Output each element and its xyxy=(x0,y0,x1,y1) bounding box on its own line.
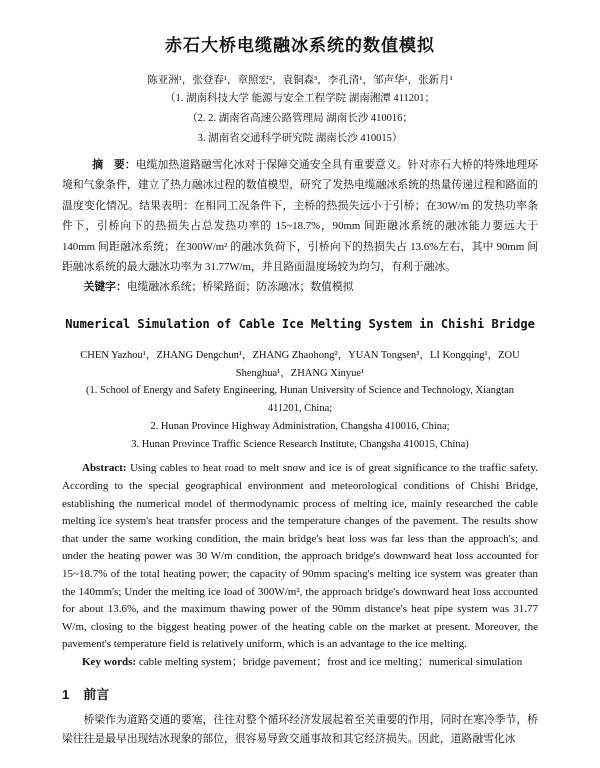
keywords-en-label: Key words: xyxy=(82,655,137,668)
affiliation-zh-1: （1. 湖南科技大学 能源与安全工程学院 湖南湘潭 411201； xyxy=(165,93,435,104)
affiliation-zh-3: 3. 湖南省交通科学研究院 湖南长沙 410015） xyxy=(197,133,403,144)
affiliation-en-3: 3. Hunan Province Traffic Science Research Institute, Changsha 410015, China) xyxy=(131,439,469,451)
section-1-heading xyxy=(62,686,538,704)
abstract-zh-text: 电缆加热道路融雪化冰对于保障交通安全具有重要意义。针对赤石大桥的特殊地理环境和气象条件，建立了热力融冰过程的数值模型，研究了发热电缆融冰系统的热量传递过程和路面的温度变化情况。结果表明：在相同工况条件下，主桥的热损失远小于引桥；在30W/m 的发热功率条件下，引桥向下的热损失占总发热功率的 15~18.7%，90mm 间距融冰系统的融冰能力要远大于140mm 间距融冰系统；在300W/m² 的融冰负荷下，引桥向下的热损失占 13.6%左右，其中 90mm 间距融冰系统的最大融冰功率为 31.77W/m，并且路面温度场较为均匀，有利于融冰。 xyxy=(62,159,538,274)
abstract-en xyxy=(62,460,538,654)
affiliation-en-1: (1. School of Energy and Safety Engineering, Hunan University of Science and Technology, Xiangtan xyxy=(85,385,514,397)
section-1-paragraph: 桥梁作为道路交通的要塞，往往对整个循环经济发展起着至关重要的作用，同时在寒冷季节，桥梁往往是最早出现结冰现象的部位，很容易导致交通事故和其它经济损失。因此，道路融雪化冰 xyxy=(62,713,538,746)
affiliation-zh-2: （2. 2. 湖南省高速公路管理局 湖南长沙 410016； xyxy=(187,113,413,124)
section-1-number: 1 xyxy=(62,686,70,702)
section-1-title: 前言 xyxy=(83,686,110,702)
keywords-en-text: cable melting system；bridge pavement；frost and ice melting；numerical simulation xyxy=(138,655,523,668)
abstract-en-label: Abstract: xyxy=(82,462,127,475)
keywords-zh xyxy=(62,277,538,297)
affiliation-en-2: 2. Hunan Province Highway Administration, Changsha 410016, China; xyxy=(150,421,450,433)
authors-en-line-2: Shenghua¹，ZHANG Xinyue¹ xyxy=(235,367,365,379)
abstract-zh xyxy=(62,155,538,277)
authors-en xyxy=(62,347,538,382)
authors-zh: 陈亚洲¹，张登春¹，章照宏²，袁铜森³，李孔清¹，邹声华¹，张新月¹ xyxy=(147,75,453,86)
keywords-zh-text: 电缆融冰系统；桥梁路面；防冻融冰；数值模拟 xyxy=(126,281,354,294)
paper-title-zh: 赤石大桥电缆融冰系统的数值模拟 xyxy=(165,36,435,55)
abstract-en-text: Using cables to heat road to melt snow and ice is of great significance to the traffic safety. According to the special geographical environment and meteorological conditions of Chishi Bridge, establishing the numerical model of thermodynamic process of melting ice, mainly researched the cable melting ice system's heat transfer process and the temperature changes of the pavement. The results show that under the same working condition, the main bridge's heat loss was far less than the approach's; and under the heating power was 30 W/m condition, the approach bridge's downward heat loss accounted for 15~18.7% of the total heating power; the capacity of 90mm spacing's melting ice system was greater than the 140mm's; Under the melting ice load of 300W/m², the approach bridge's downward heat loss accounted for about 13.6%, and the maximum thawing power of the 90mm distance's heat pipe system was 31.77 W/m, closing to the biggest heating power of the heating cable on the market at present. Moreover, the pavement's temperature field is relatively uniform, which is an advantage to the ice melting. xyxy=(62,462,539,651)
abstract-zh-label: 摘 要： xyxy=(92,159,136,171)
authors-en-line-1: CHEN Yazhou¹，ZHANG Dengchun¹，ZHANG Zhaohong²，YUAN Tongsen³，LI Kongqing¹，ZOU xyxy=(80,350,520,362)
keywords-en xyxy=(62,654,538,672)
affiliation-en-1b: 411201, China; xyxy=(267,403,333,415)
paper-title-en: Numerical Simulation of Cable Ice Melting System in Chishi Bridge xyxy=(65,317,535,332)
keywords-zh-label: 关键字： xyxy=(83,281,127,294)
